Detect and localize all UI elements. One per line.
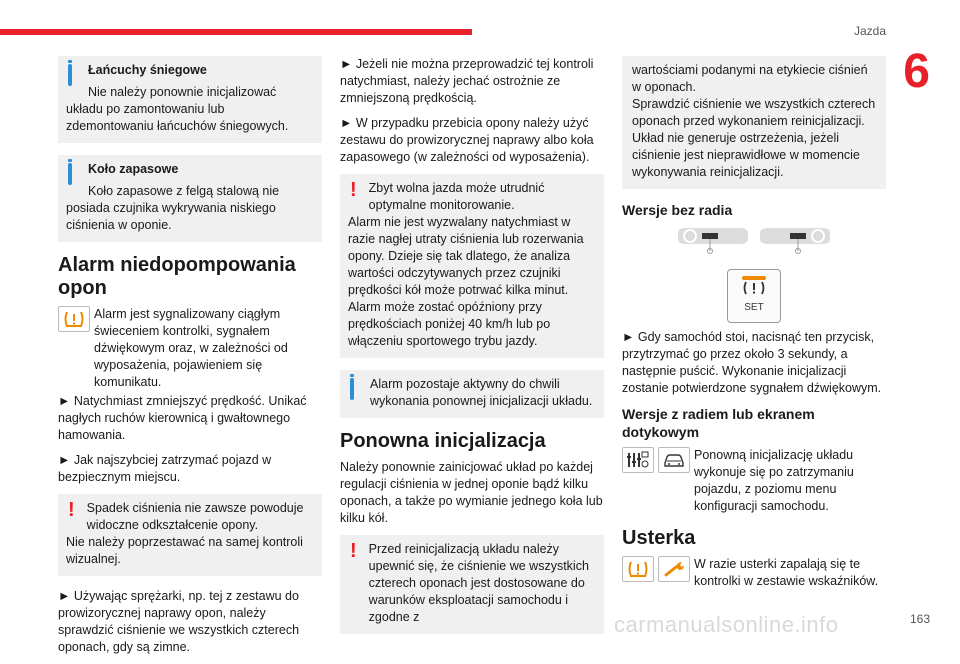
warning-box-before-reinit [340,535,604,634]
alarm-intro [58,306,322,391]
info-box-spare-wheel [58,155,322,242]
dashboard-illustration [622,225,886,323]
touchscreen-info [622,447,886,515]
step-reduce-speed: ► Natychmiast zmniejszyć prędkość. Unikać nagłych ruchów kierownicą i gwałtownego hamowania. [58,394,307,442]
warning-box-slow-driving [340,174,604,358]
warning-text: Nie należy poprzestawać na samej kontroli wizualnej. [66,535,303,566]
dashboard-button-location-icon [674,225,834,255]
car-icon [658,447,690,473]
tyre-pressure-warning-icon [622,556,654,582]
paragraph: Należy ponownie zainicjować układ po każdej regulacji ciśnienia w jednej oponie bądź kilku oponach, a także po wymianie jednego koła lub kilku kół. [340,460,603,525]
info-box-alarm-active [340,370,604,418]
alarm-intro-text: Alarm jest sygnalizowany ciągłym świeceniem kontrolki, sygnałem dźwiękowym oraz, w zależności od wyposażenia, pojawieniem się komunikatu. [94,307,288,389]
step-check-pressure: ► Używając sprężarki, np. tej z zestawu do prowizorycznej naprawy opon, należy sprawdzić ciśnienie we wszystkich czterech oponach, gdy są zimne. [58,589,300,654]
paragraph: ► Jeżeli nie można przeprowadzić tej kontroli natychmiast, należy jechać ostrożnie ze zmniejszoną prędkością. [340,57,594,105]
section-label: Jazda [853,24,886,38]
subheading: Wersje bez radia [622,202,733,218]
fault-text: W razie usterki zapalają się te kontrolki w zestawie wskaźników. [694,557,879,588]
paragraph: ► W przypadku przebicia opony należy użyć zestawu do prowizorycznej naprawy albo koła zapasowego (w zależności od wyposażenia). [340,116,594,164]
info-icon [350,378,354,400]
warning-text: Spadek ciśnienia nie zawsze powoduje widoczne odkształcenie opony. [86,501,304,532]
touchscreen-text: Ponowną inicjalizację układu wykonuje się po zatrzymaniu pojazdu, z poziomu menu konfiguracji samochodu. [694,448,854,513]
info-box-text: Koło zapasowe z felgą stalową nie posiada czujnika wykrywania niskiego ciśnienia w oponie. [66,184,280,232]
info-box-text: Nie należy ponownie inicjalizować układu po zamontowaniu lub zdemontowaniu łańcuchów śniegowych. [66,85,289,133]
section-heading: Usterka [622,527,696,549]
info-box-text: Alarm pozostaje aktywny do chwili wykonania ponownej inicjalizacji układu. [370,377,593,408]
info-box-title: Koło zapasowe [88,162,179,176]
warning-text: Zbyt wolna jazda może utrudnić optymalne monitorowanie. [368,181,545,212]
column-1 [58,56,322,664]
info-box-continued [622,56,886,189]
page-number: 163 [909,612,930,626]
warning-text: Przed reinicjalizacją układu należy upewnić się, że ciśnienie we wszystkich czterech oponach jest dostosowane do warunków eksploatacji samochodu i zgodne z [368,542,589,624]
info-icon [68,64,72,86]
column-2 [340,56,604,646]
warning-icon: ! [68,499,75,521]
step-stop-vehicle: ► Jak najszybciej zatrzymać pojazd w bezpiecznym miejscu. [58,453,272,484]
info-box-text: wartościami podanymi na etykiecie ciśnień w oponach. [632,63,868,94]
paragraph: ► Gdy samochód stoi, nacisnąć ten przycisk, przytrzymać go przez około 3 sekundy, a następnie puścić. Wykonanie inicjalizacji zostanie potwierdzone sygnałem dźwiękowym. [622,330,882,395]
fault-info [622,556,886,590]
warning-icon: ! [350,540,357,562]
column-3 [622,56,886,592]
section-heading: Alarm niedopompowania opon [58,254,296,299]
warning-icon: ! [350,179,357,201]
chapter-color-bar [0,29,472,35]
set-button-label: SET [744,302,764,313]
warning-text: Alarm nie jest wyzwalany natychmiast w razie nagłej utraty ciśnienia lub rozerwania opony. Dzieje się tak dlatego, że analiza wartości odczytywanych przez czujniki prędkości kół może potrwać kilka minut. [348,215,584,297]
info-box-text: Układ nie generuje ostrzeżenia, jeżeli ciśnienie jest nieprawidłowe w momencie wykonywania reinicjalizacji. [632,131,860,179]
set-button[interactable] [727,269,781,323]
info-box-snow-chains [58,56,322,143]
tyre-pressure-warning-icon [58,306,90,332]
info-box-text: Sprawdzić ciśnienie we wszystkich czterech oponach przed wykonaniem reinicjalizacji. [632,97,876,128]
chapter-number: 6 [903,45,930,98]
section-heading: Ponowna inicjalizacja [340,430,546,452]
info-box-title: Łańcuchy śniegowe [88,63,207,77]
subheading: Wersje z radiem lub ekranem dotykowym [622,406,815,440]
service-wrench-icon [658,556,690,582]
settings-menu-icon [622,447,654,473]
info-icon [68,163,72,185]
warning-text: Alarm może zostać opóźniony przy prędkościach poniżej 40 km/h lub po włączeniu sportowego trybu jazdy. [348,300,551,348]
warning-box-deformation [58,494,322,576]
watermark: carmanualsonline.info [614,612,839,637]
